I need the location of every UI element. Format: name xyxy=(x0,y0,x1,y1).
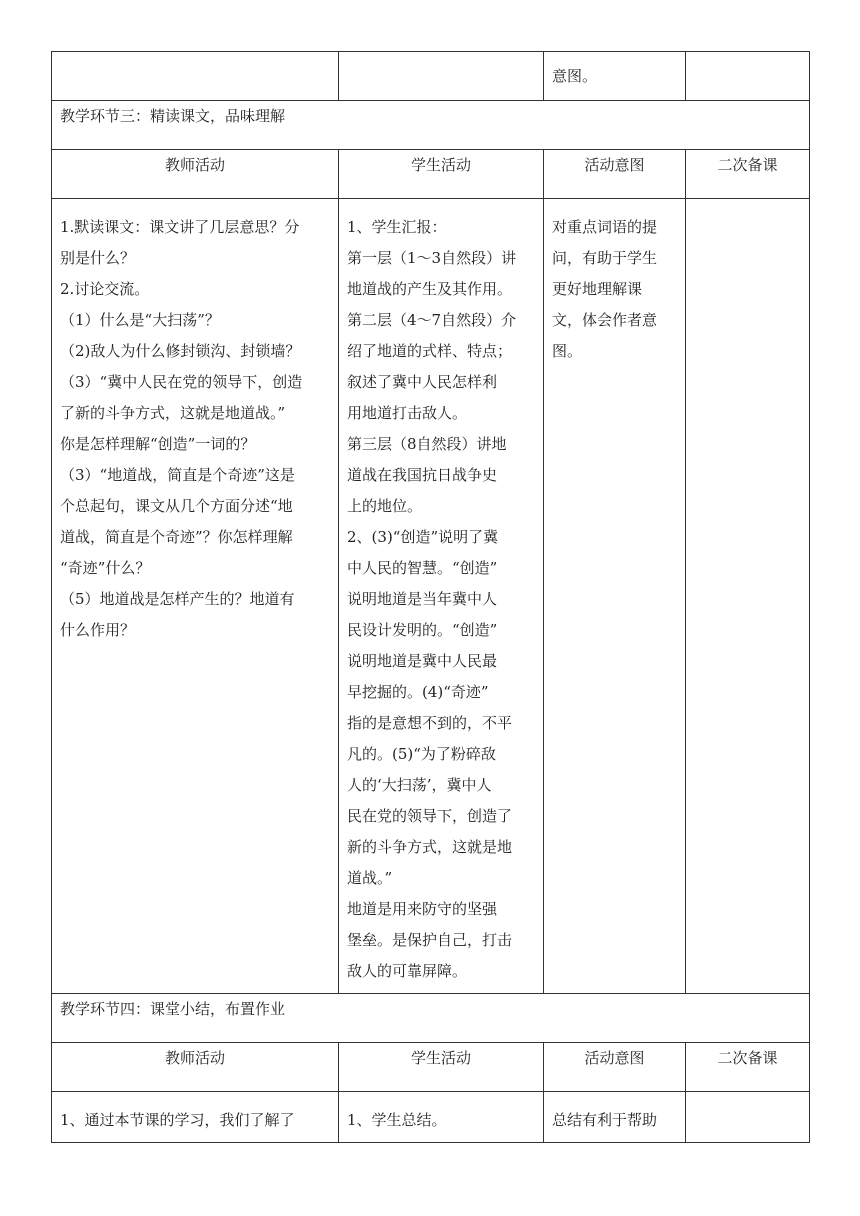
text-line: 文，体会作者意 xyxy=(552,311,658,329)
text-line: （1）什么是“大扫荡”？ xyxy=(60,311,220,329)
header-activity-purpose: 活动意图 xyxy=(544,150,686,199)
text-line: 说明地道是冀中人民最 xyxy=(347,652,498,670)
carryover-row xyxy=(52,52,810,101)
section4-title-row xyxy=(52,994,810,1043)
text-line: 民在党的领导下，创造了 xyxy=(347,807,513,825)
text-line: 凡的。(5)“为了粉碎敌 xyxy=(347,745,496,763)
text-line: （2)敌人为什么修封锁沟、封锁墙？ xyxy=(60,342,301,360)
text-line: （3）“冀中人民在党的领导下，创造 xyxy=(60,373,303,391)
text-line: 问，有助于学生 xyxy=(552,249,658,267)
text-line: 叙述了冀中人民怎样利 xyxy=(347,373,498,391)
text-line: 上的地位。 xyxy=(347,497,423,515)
text-line: 2.讨论交流。 xyxy=(60,280,150,298)
text-line: 1.默读课文：课文讲了几层意思？分 xyxy=(60,218,300,236)
carryover-teacher-cell xyxy=(52,52,339,101)
text-line: 更好地理解课 xyxy=(552,280,643,298)
text-line: 新的斗争方式，这就是地 xyxy=(347,838,513,856)
text-line: 指的是意想不到的，不平 xyxy=(347,714,513,732)
carryover-student-cell xyxy=(339,52,544,101)
text-line: 中人民的智慧。“创造” xyxy=(347,559,498,577)
text-line: 地道是用来防守的坚强 xyxy=(347,900,498,918)
text-line: （3）“地道战，简直是个奇迹”这是 xyxy=(60,466,295,484)
carryover-notes-cell xyxy=(686,52,810,101)
text-line: 2、(3)“创造”说明了冀 xyxy=(347,528,499,546)
text-line: 地道战的产生及其作用。 xyxy=(347,280,513,298)
text-line: 第一层（1～3自然段）讲 xyxy=(347,249,517,267)
second-preparation-cell xyxy=(686,1092,810,1143)
carryover-purpose-cell: 意图。 xyxy=(544,52,686,101)
text-line: 早挖掘的。(4)“奇迹” xyxy=(347,683,489,701)
text-line: 什么作用？ xyxy=(60,621,136,639)
text-line: 图。 xyxy=(552,342,583,360)
text-line: 了新的斗争方式，这就是地道战。” xyxy=(60,404,286,422)
header-teacher-activity: 教师活动 xyxy=(52,150,339,199)
text-line: 道战，简直是个奇迹”？你怎样理解 xyxy=(60,528,293,546)
text-line: 第三层（8自然段）讲地 xyxy=(347,435,507,453)
header-second-preparation: 二次备课 xyxy=(686,150,810,199)
text-line: 堡垒。是保护自己，打击 xyxy=(347,931,513,949)
student-activity-cell: 1、学生总结。 xyxy=(339,1092,544,1143)
section3-body-row xyxy=(52,199,810,994)
section3-title: 教学环节三：精读课文，品味理解 xyxy=(52,101,810,150)
activity-purpose-cell: 总结有利于帮助 xyxy=(544,1092,686,1143)
teacher-activity-cell: 1、通过本节课的学习，我们了解了 xyxy=(52,1092,339,1143)
header-student-activity: 学生活动 xyxy=(339,150,544,199)
text-line: 第二层（4～7自然段）介 xyxy=(347,311,517,329)
text-line: 个总起句，课文从几个方面分述“地 xyxy=(60,497,293,515)
student-activity-cell xyxy=(339,199,544,994)
text-line: （5）地道战是怎样产生的？地道有 xyxy=(60,590,295,608)
header-activity-purpose: 活动意图 xyxy=(544,1043,686,1092)
text-line: 道战。” xyxy=(347,869,393,887)
second-preparation-cell xyxy=(686,199,810,994)
section4-body-row xyxy=(52,1092,810,1143)
header-second-preparation: 二次备课 xyxy=(686,1043,810,1092)
section3-title-row xyxy=(52,101,810,150)
text-line: 绍了地道的式样、特点； xyxy=(347,342,513,360)
text-line: 说明地道是当年冀中人 xyxy=(347,590,498,608)
section4-header-row xyxy=(52,1043,810,1092)
text-line: 1、学生汇报： xyxy=(347,218,447,236)
text-line: 你是怎样理解“创造”一词的？ xyxy=(60,435,256,453)
text-line: 道战在我国抗日战争史 xyxy=(347,466,498,484)
text-line: “奇迹”什么？ xyxy=(60,559,151,577)
header-teacher-activity: 教师活动 xyxy=(52,1043,339,1092)
text-line: 人的‘大扫荡’，冀中人 xyxy=(347,776,492,794)
activity-purpose-cell xyxy=(544,199,686,994)
text-line: 别是什么？ xyxy=(60,249,136,267)
text-line: 民设计发明的。“创造” xyxy=(347,621,498,639)
lesson-plan-table xyxy=(51,51,810,1143)
text-line: 用地道打击敌人。 xyxy=(347,404,468,422)
header-student-activity: 学生活动 xyxy=(339,1043,544,1092)
section3-header-row xyxy=(52,150,810,199)
section4-title: 教学环节四：课堂小结，布置作业 xyxy=(52,994,810,1043)
text-line: 对重点词语的提 xyxy=(552,218,658,236)
teacher-activity-cell xyxy=(52,199,339,994)
text-line: 敌人的可靠屏障。 xyxy=(347,962,468,980)
